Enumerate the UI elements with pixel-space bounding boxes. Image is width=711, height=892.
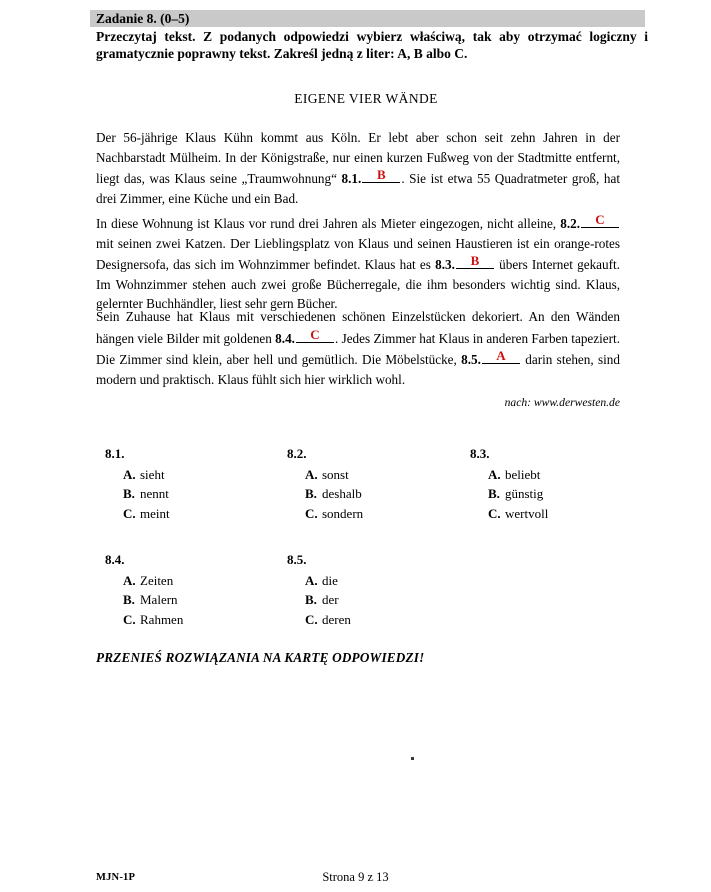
paragraph-2-text-c: übers Internet gekauft. Im Wohnzimmer stehen auch zwei große Bücherregale, die ihm besonders wichtig sind. Klaus, gelernter Buchhändler, liest sehr gern Bücher. bbox=[96, 257, 620, 312]
transfer-answers-note: PRZENIEŚ ROZWIĄZANIA NA KARTĘ ODPOWIEDZI! bbox=[96, 650, 425, 665]
option-text: deren bbox=[322, 611, 351, 627]
gap-blank-8-5[interactable] bbox=[482, 348, 520, 364]
footer-page-number: Strona 9 z 13 bbox=[322, 870, 389, 884]
option-row[interactable] bbox=[105, 504, 170, 524]
gap-blank-8-2[interactable] bbox=[581, 212, 619, 228]
task-points-range: (0–5) bbox=[160, 11, 190, 26]
option-letter: C. bbox=[305, 611, 318, 627]
option-row[interactable] bbox=[105, 571, 183, 591]
gap-label-8-1: 8.1. bbox=[341, 171, 362, 187]
option-letter: A. bbox=[123, 466, 136, 482]
option-text: beliebt bbox=[505, 466, 541, 482]
option-group-8-3 bbox=[470, 444, 548, 523]
option-group-8-5 bbox=[287, 550, 351, 629]
option-group-header: 8.1. bbox=[105, 446, 125, 461]
option-text: Rahmen bbox=[140, 611, 184, 627]
gap-label-8-2: 8.2. bbox=[560, 216, 580, 231]
gap-label-8-3: 8.3. bbox=[435, 257, 455, 273]
option-text: wertvoll bbox=[505, 505, 549, 521]
option-group-8-1 bbox=[105, 444, 170, 523]
option-text: meint bbox=[140, 505, 170, 521]
option-letter: B. bbox=[305, 486, 317, 501]
gap-blank-8-1[interactable] bbox=[362, 167, 400, 183]
option-row[interactable] bbox=[105, 590, 183, 610]
task-instruction: Przeczytaj tekst. Z podanych odpowiedzi wybierz właściwą, tak aby otrzymać logiczny i gramatycznie poprawny tekst. Zakreśl jedną z liter: A, B albo C. bbox=[96, 29, 648, 61]
paragraph-3-text-c: darin stehen, sind modern und praktisch. Klaus fühlt sich hier wirklich wohl. bbox=[96, 352, 620, 387]
option-letter: C. bbox=[123, 505, 136, 521]
option-row[interactable] bbox=[287, 504, 363, 524]
option-letter: A. bbox=[305, 572, 318, 588]
option-letter: B. bbox=[488, 486, 500, 501]
option-letter: A. bbox=[123, 572, 136, 588]
reading-paragraph-1 bbox=[96, 128, 620, 208]
gap-answer-8-1: B bbox=[376, 167, 386, 183]
option-group-8-4 bbox=[105, 550, 183, 629]
paragraph-3-text-a: Sein Zuhause hat Klaus mit verschiedenen schönen Einzelstücken dekoriert. An den Wänden hängen viele Bilder mit goldenen bbox=[96, 309, 620, 346]
option-letter: A. bbox=[305, 466, 318, 482]
gap-blank-8-4[interactable] bbox=[296, 327, 334, 343]
option-row[interactable] bbox=[105, 465, 170, 485]
task-number-label: Zadanie 8. bbox=[96, 11, 157, 26]
option-text: sondern bbox=[322, 505, 364, 521]
option-text: die bbox=[322, 572, 338, 588]
option-row[interactable] bbox=[470, 504, 548, 524]
option-text: Zeiten bbox=[140, 572, 174, 588]
option-text: der bbox=[322, 592, 339, 607]
option-row[interactable] bbox=[105, 610, 183, 630]
gap-label-8-5: 8.5. bbox=[461, 352, 481, 368]
paragraph-2-text-b: mit seinen zwei Katzen. Der Lieblingsplatz von Klaus und seinen Haustieren ist ein orange-rotes Designersofa, das sich im Wohnzimmer befindet. Klaus hat es bbox=[96, 235, 620, 273]
reading-paragraph-3 bbox=[96, 307, 620, 389]
paragraph-3-text-b: . Jedes Zimmer hat Klaus in anderen Farben tapeziert. Die Zimmer sind klein, aber hell und gemütlich. Die Möbelstücke, bbox=[96, 330, 620, 368]
option-text: sonst bbox=[322, 466, 349, 482]
gap-blank-8-3[interactable] bbox=[456, 253, 494, 269]
option-row[interactable] bbox=[287, 590, 351, 610]
paragraph-1-text-b: . Sie ist etwa 55 Quadratmeter groß, hat drei Zimmer, eine Küche und ein Bad. bbox=[96, 171, 620, 206]
paragraph-2-text-a: In diese Wohnung ist Klaus vor rund drei Jahren als Mieter eingezogen, nicht alleine, bbox=[96, 216, 561, 231]
reading-source-attribution: nach: www.derwesten.de bbox=[504, 396, 620, 409]
option-letter: A. bbox=[488, 466, 501, 482]
reading-text-title: EIGENE VIER WÄNDE bbox=[294, 91, 438, 106]
option-row[interactable] bbox=[470, 465, 548, 485]
option-text: Malern bbox=[140, 592, 178, 607]
option-group-header: 8.4. bbox=[105, 552, 125, 567]
option-group-header: 8.5. bbox=[287, 552, 307, 567]
option-group-8-2 bbox=[287, 444, 363, 523]
option-text: deshalb bbox=[322, 486, 362, 501]
option-row[interactable] bbox=[287, 465, 363, 485]
option-letter: C. bbox=[123, 611, 136, 627]
option-row[interactable] bbox=[470, 484, 548, 504]
gap-answer-8-2: C bbox=[595, 212, 605, 227]
option-letter: B. bbox=[123, 592, 135, 607]
option-row[interactable] bbox=[287, 484, 363, 504]
option-letter: B. bbox=[305, 592, 317, 607]
option-text: nennt bbox=[140, 486, 169, 501]
gap-label-8-4: 8.4. bbox=[275, 330, 295, 346]
gap-answer-8-5: A bbox=[496, 348, 506, 364]
option-text: günstig bbox=[505, 486, 544, 501]
option-group-header: 8.3. bbox=[470, 446, 490, 461]
option-letter: C. bbox=[305, 505, 318, 521]
task-number bbox=[96, 10, 189, 27]
option-letter: C. bbox=[488, 505, 501, 521]
stray-dot-artifact bbox=[411, 757, 414, 760]
option-row[interactable] bbox=[287, 571, 351, 591]
option-row[interactable] bbox=[105, 484, 170, 504]
gap-answer-8-3: B bbox=[470, 253, 480, 269]
option-group-header: 8.2. bbox=[287, 446, 307, 461]
gap-answer-8-4: C bbox=[310, 326, 320, 342]
option-row[interactable] bbox=[287, 610, 351, 630]
footer-exam-code: MJN-1P bbox=[96, 872, 136, 883]
reading-paragraph-2 bbox=[96, 212, 620, 314]
paragraph-1-text-a: Der 56-jährige Klaus Kühn kommt aus Köln. Er lebt aber schon seit zehn Jahren in der Nachbarstadt Mülheim. In der Königstraße, nur einen kurzen Fußweg von der Stadtmitte entfernt, liegt das, was Klaus seine „Traumwohnung“ bbox=[96, 130, 620, 187]
option-letter: B. bbox=[123, 486, 135, 501]
option-text: sieht bbox=[140, 466, 165, 482]
